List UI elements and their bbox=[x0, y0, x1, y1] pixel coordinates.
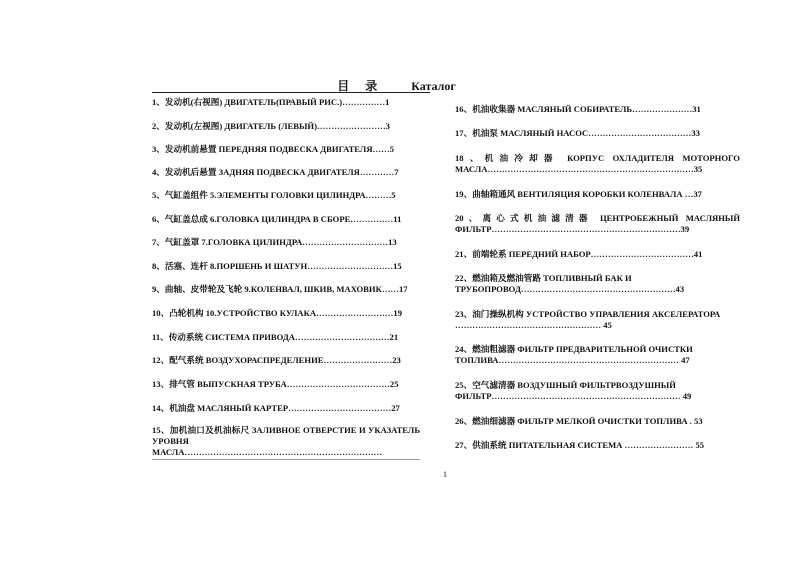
toc-entry-21[interactable]: 21、前端轮系 ПЕРЕДНИЙ НАБОР………………………………41 bbox=[455, 249, 703, 259]
toc-entry-9[interactable]: 9、曲轴、皮带轮及飞轮 9.КОЛЕНВАЛ, ШКИВ, МАХОВИК……17 bbox=[152, 284, 408, 294]
toc-entry-15[interactable]: 15、加机油口及机油标尺 ЗАЛИВНОЕ ОТВЕРСТИЕ И УКАЗАТЕЛЬ УРОВНЯ МАСЛА…………………………………………………………… bbox=[152, 425, 420, 457]
toc-entry-3[interactable]: 3、发动机前悬置 ПЕРЕДНЯЯ ПОДВЕСКА ДВИГАТЕЛЯ……5 bbox=[152, 144, 395, 154]
toc-entry-6[interactable]: 6、气缸盖总成 6.ГОЛОВКА ЦИЛИНДРА В СБОРЕ……………11 bbox=[152, 214, 402, 224]
toc-entry-18[interactable]: 18、机油冷却器 КОРПУС ОХЛАДИТЕЛЯ МОТОРНОГО МАСЛА………………………………………………………………35 bbox=[455, 153, 740, 174]
toc-entry-11[interactable]: 11、传动系统 СИСТЕМА ПРИВОДА……………………………21 bbox=[152, 332, 399, 342]
toc-entry-23[interactable]: 23、油门操纵机构 УСТРОЙСТВО УПРАВЛЕНИЯ АКСЕЛЕРАТОРА …………………………………………… 45 bbox=[455, 309, 721, 330]
toc-entry-19[interactable]: 19、曲轴箱通风 ВЕНТИЛЯЦИЯ КОРОБКИ КОЛЕНВАЛА …37 bbox=[455, 189, 702, 199]
toc-entry-5[interactable]: 5、气缸盖组件 5.ЭЛЕМЕНТЫ ГОЛОВКИ ЦИЛИНДРА………5 bbox=[152, 190, 396, 200]
title-chinese: 目 录 bbox=[337, 79, 380, 93]
toc-entry-27[interactable]: 27、供油系统 ПИТАТЕЛЬНАЯ СИСТЕМА …………………… 55 bbox=[455, 440, 705, 450]
toc-entry-8[interactable]: 8、活塞、连杆 8.ПОРШЕНЬ И ШАТУН…………………………15 bbox=[152, 261, 402, 271]
toc-entry-16[interactable]: 16、机油收集器 МАСЛЯНЫЙ СОБИРАТЕЛЬ…………………31 bbox=[455, 104, 701, 114]
toc-entry-1[interactable]: 1、发动机(右视图) ДВИГАТЕЛЬ(ПРАВЫЙ РИС.)……………1 bbox=[152, 97, 390, 107]
page-number: 1 bbox=[443, 470, 447, 479]
toc-entry-2[interactable]: 2、发动机(左视图) ДВИГАТЕЛЬ (ЛЕВЫЙ)……………………3 bbox=[152, 121, 390, 131]
toc-entry-25[interactable]: 25、空气滤清器 ВОЗДУШНЫЙ ФИЛЬТРВОЗДУШНЫЙ ФИЛЬТР………………………………………………………… 49 bbox=[455, 380, 692, 401]
toc-entry-20[interactable]: 20、离心式机油滤清器 ЦЕНТРОБЕЖНЫЙ МАСЛЯНЫЙ ФИЛЬТР…………………………………………………………39 bbox=[455, 213, 740, 234]
toc-entry-14[interactable]: 14、机油盘 МАСЛЯНЫЙ КАРТЕР………………………………27 bbox=[152, 403, 400, 413]
toc-entry-4[interactable]: 4、发动机后悬置 ЗАДНЯЯ ПОДВЕСКА ДВИГАТЕЛЯ…………7 bbox=[152, 167, 399, 177]
toc-entry-22[interactable]: 22、燃油箱及燃油管路 ТОПЛИВНЫЙ БАК И ТРУБОПРОВОД………………………………………………43 bbox=[455, 273, 685, 294]
left-column-top-rule bbox=[152, 92, 430, 93]
title-russian: Каталог bbox=[411, 79, 456, 93]
toc-entry-12[interactable]: 12、配气系统 ВОЗДУХОРАСПРЕДЕЛЕНИЕ……………………23 bbox=[152, 355, 401, 365]
toc-entry-17[interactable]: 17、机油泵 МАСЛЯНЫЙ НАСОС………………………………33 bbox=[455, 128, 700, 138]
left-column-bottom-rule bbox=[152, 459, 420, 460]
toc-entry-26[interactable]: 26、燃油细滤器 ФИЛЬТР МЕЛКОЙ ОЧИСТКИ ТОПЛИВА . 53 bbox=[455, 416, 703, 426]
toc-entry-24[interactable]: 24、燃油粗滤器 ФИЛЬТР ПРЕДВАРИТЕЛЬНОЙ ОЧИСТКИ ТОПЛИВА……………………………………………………… 47 bbox=[455, 344, 693, 365]
toc-entry-13[interactable]: 13、排气管 ВЫПУСКНАЯ ТРУБА………………………………25 bbox=[152, 379, 399, 389]
toc-entry-10[interactable]: 10、凸轮机构 10.УСТРОЙСТВО КУЛАКА………………………19 bbox=[152, 308, 402, 318]
toc-entry-7[interactable]: 7、气缸盖罩 7.ГОЛОВКА ЦИЛИНДРА…………………………13 bbox=[152, 237, 397, 247]
